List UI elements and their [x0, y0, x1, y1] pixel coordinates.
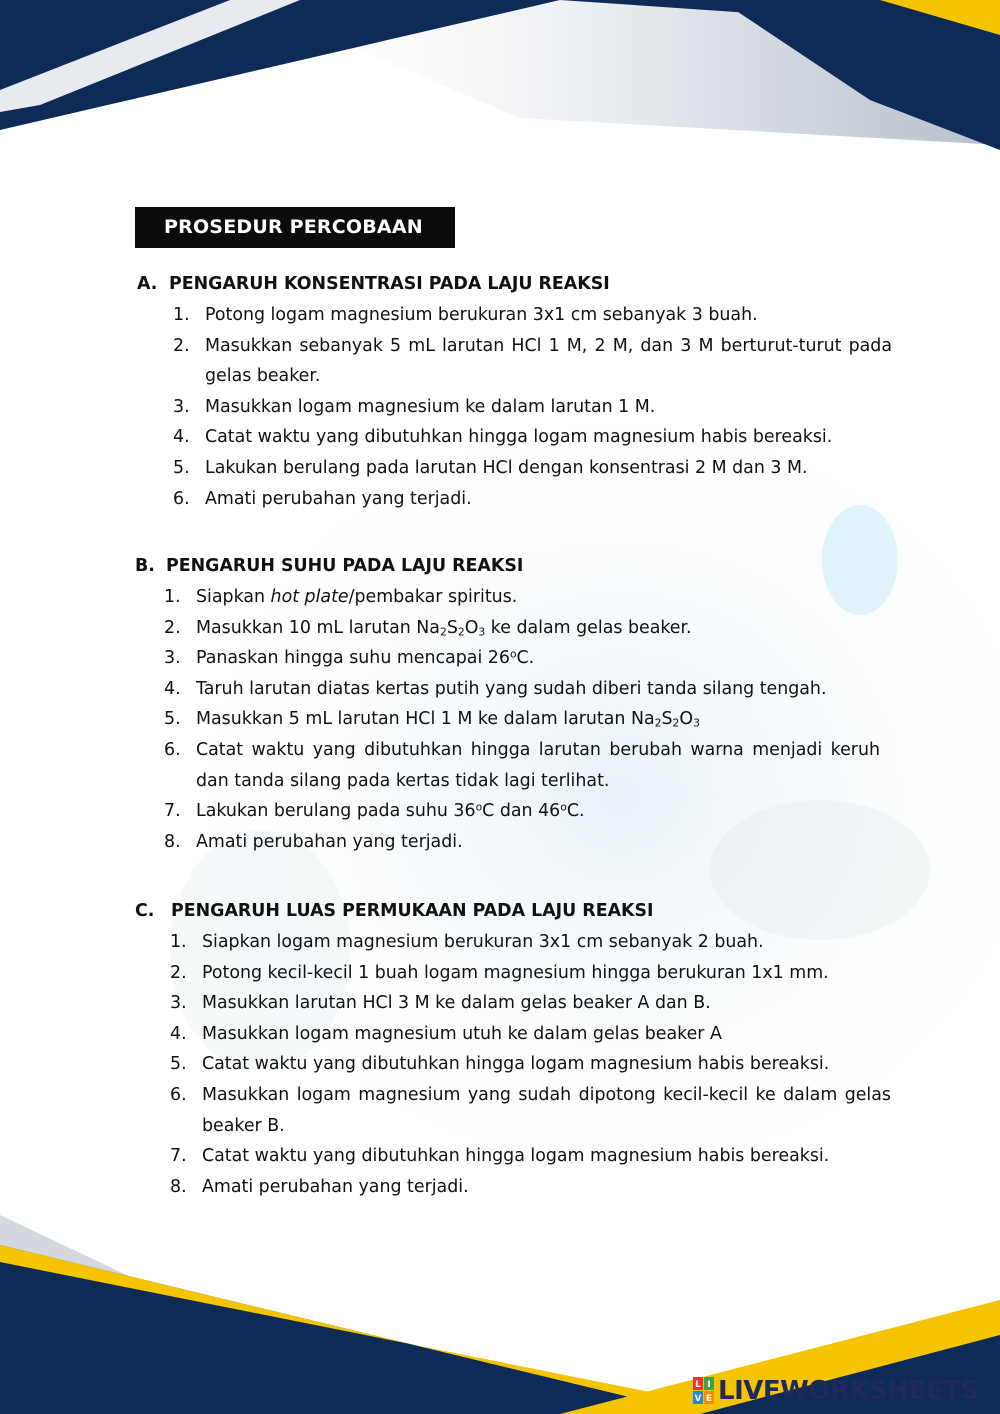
- procedure-step: [173, 453, 892, 484]
- section-letter: B.: [135, 556, 155, 576]
- step-text: [205, 422, 892, 453]
- step-text-segment: Siapkan logam magnesium berukuran 3x1 cm sebanyak 2 buah.: [202, 932, 764, 952]
- step-text-segment: Masukkan 10 mL larutan Na: [196, 617, 440, 638]
- step-text: [196, 613, 880, 644]
- step-number: 1.: [173, 305, 190, 325]
- step-text-segment: O: [464, 617, 479, 638]
- step-number: 3.: [173, 396, 190, 417]
- liveworksheets-logo: [693, 1376, 979, 1406]
- section-letter: A.: [137, 274, 158, 294]
- step-number: 2.: [173, 335, 190, 356]
- step-number: 4.: [170, 1023, 187, 1044]
- mark-letter-l: L: [695, 1380, 701, 1390]
- mark-letter-v: V: [694, 1394, 702, 1404]
- step-text-segment: /pembakar spiritus.: [348, 587, 518, 607]
- procedure-step: [164, 613, 880, 644]
- step-text: [196, 827, 880, 858]
- step-text-segment: Masukkan sebanyak 5 mL larutan HCl 1 M, 2 M, dan 3 M berturut-turut pada gelas beaker.: [205, 335, 892, 387]
- step-number: 2.: [164, 617, 181, 638]
- step-text: [205, 300, 892, 331]
- procedure-step: [164, 735, 880, 796]
- procedure-step: [173, 392, 892, 423]
- procedure-step: [164, 704, 880, 735]
- mark-letter-i: I: [707, 1380, 711, 1390]
- procedure-step: [164, 827, 880, 858]
- step-text-segment: hot plate: [270, 587, 349, 607]
- section-b: [135, 551, 880, 857]
- step-text: [205, 392, 892, 423]
- step-text: [196, 582, 880, 613]
- step-text-segment: o: [560, 800, 567, 814]
- step-text-segment: O: [679, 709, 694, 730]
- step-text-segment: Amati perubahan yang terjadi.: [196, 831, 463, 852]
- step-number: 4.: [173, 427, 190, 448]
- section-title: PENGARUH SUHU PADA LAJU REAKSI: [166, 556, 524, 576]
- section-heading: [135, 896, 891, 927]
- step-text-segment: S: [446, 617, 458, 638]
- step-text-segment: 3: [693, 717, 700, 731]
- step-text: [205, 453, 892, 484]
- step-number: 1.: [164, 587, 181, 607]
- step-text: [202, 988, 891, 1019]
- step-text: [196, 674, 880, 705]
- step-text-segment: Panaskan hingga suhu mencapai 26: [196, 648, 510, 669]
- step-text-segment: S: [661, 709, 673, 730]
- step-text: [205, 484, 892, 515]
- mark-letter-e: E: [705, 1394, 713, 1404]
- section-a: [137, 269, 892, 514]
- step-text: [202, 1141, 891, 1172]
- step-text-segment: C.: [566, 801, 585, 822]
- step-number: 6.: [164, 739, 181, 760]
- step-text-segment: C.: [516, 648, 535, 669]
- step-text: [202, 1049, 891, 1080]
- procedure-step: [173, 422, 892, 453]
- procedure-step: [164, 643, 880, 674]
- step-text-segment: o: [475, 800, 483, 814]
- procedure-step: [170, 1049, 891, 1080]
- procedure-list: [137, 300, 892, 514]
- step-text-segment: Potong kecil-kecil 1 buah logam magnesium hingga berukuran 1x1 mm.: [202, 962, 829, 983]
- procedure-list: [135, 582, 880, 857]
- step-text-segment: ke dalam gelas beaker.: [485, 617, 692, 638]
- step-text-segment: Catat waktu yang dibutuhkan hingga larutan berubah warna menjadi keruh dan tanda silang pada kertas tidak lagi terlihat.: [196, 739, 880, 791]
- section-title: PENGARUH KONSENTRASI PADA LAJU REAKSI: [169, 274, 610, 294]
- step-number: 3.: [164, 648, 181, 669]
- step-text-segment: 2: [672, 717, 680, 731]
- step-text: [205, 331, 892, 392]
- step-text-segment: Masukkan logam magnesium yang sudah dipotong kecil-kecil ke dalam gelas beaker B.: [202, 1084, 891, 1136]
- section-c: [135, 896, 891, 1202]
- step-text-segment: Potong logam magnesium berukuran 3x1 cm sebanyak 3 buah.: [205, 305, 758, 325]
- section-heading: [137, 269, 892, 300]
- step-text-segment: Masukkan 5 mL larutan HCl 1 M ke dalam larutan Na: [196, 709, 655, 730]
- procedure-step: [173, 300, 892, 331]
- step-text-segment: Amati perubahan yang terjadi.: [202, 1176, 469, 1197]
- procedure-step: [164, 796, 880, 827]
- step-number: 5.: [173, 457, 190, 478]
- step-text-segment: 2: [439, 625, 447, 639]
- step-text-segment: Amati perubahan yang terjadi.: [205, 488, 472, 509]
- section-heading: [135, 551, 880, 582]
- step-number: 8.: [164, 831, 181, 852]
- step-text: [202, 927, 891, 958]
- step-number: 4.: [164, 678, 181, 699]
- procedure-step: [170, 1019, 891, 1050]
- step-text-segment: 3: [478, 625, 486, 639]
- step-number: 8.: [170, 1176, 187, 1197]
- step-text-segment: Catat waktu yang dibutuhkan hingga logam magnesium habis bereaksi.: [202, 1054, 830, 1075]
- section-letter: C.: [135, 901, 155, 921]
- step-text: [196, 643, 880, 674]
- step-text: [202, 958, 891, 989]
- step-text-segment: Taruh larutan diatas kertas putih yang sudah diberi tanda silang tengah.: [196, 678, 827, 699]
- procedure-step: [170, 1141, 891, 1172]
- page-title: PROSEDUR PERCOBAAN: [135, 207, 455, 248]
- liveworksheets-wordmark: LIVEWORKSHEETS: [718, 1376, 979, 1406]
- step-text-segment: Lakukan berulang pada suhu 36: [196, 801, 476, 822]
- step-number: 7.: [164, 801, 181, 822]
- step-number: 6.: [173, 488, 190, 509]
- step-number: 1.: [170, 932, 187, 952]
- procedure-step: [170, 958, 891, 989]
- step-text-segment: Masukkan logam magnesium ke dalam larutan 1 M.: [205, 396, 656, 417]
- step-text-segment: Siapkan: [196, 587, 271, 607]
- procedure-step: [170, 988, 891, 1019]
- procedure-step: [170, 927, 891, 958]
- step-text-segment: Masukkan logam magnesium utuh ke dalam gelas beaker A: [202, 1023, 722, 1044]
- procedure-list: [135, 927, 891, 1202]
- procedure-step: [164, 674, 880, 705]
- step-text-segment: Catat waktu yang dibutuhkan hingga logam magnesium habis bereaksi.: [202, 1146, 830, 1167]
- step-text-segment: Catat waktu yang dibutuhkan hingga logam magnesium habis bereaksi.: [205, 427, 833, 448]
- step-text-segment: o: [509, 647, 517, 661]
- step-number: 5.: [164, 709, 181, 730]
- step-number: 7.: [170, 1146, 187, 1167]
- step-number: 5.: [170, 1054, 187, 1075]
- step-text: [196, 704, 880, 735]
- step-text: [202, 1172, 891, 1203]
- liveworksheets-mark-icon: [693, 1377, 715, 1405]
- procedure-step: [164, 582, 880, 613]
- step-number: 2.: [170, 962, 187, 983]
- step-number: 6.: [170, 1084, 187, 1105]
- procedure-step: [173, 484, 892, 515]
- step-text: [202, 1019, 891, 1050]
- procedure-step: [173, 331, 892, 392]
- procedure-step: [170, 1172, 891, 1203]
- section-title: PENGARUH LUAS PERMUKAAN PADA LAJU REAKSI: [171, 901, 654, 921]
- step-text: [196, 796, 880, 827]
- step-text: [196, 735, 880, 796]
- step-text-segment: Masukkan larutan HCl 3 M ke dalam gelas beaker A dan B.: [202, 993, 711, 1014]
- step-text-segment: 2: [457, 625, 465, 639]
- step-text-segment: Lakukan berulang pada larutan HCl dengan konsentrasi 2 M dan 3 M.: [205, 457, 808, 478]
- step-number: 3.: [170, 993, 187, 1014]
- step-text-segment: C dan 46: [482, 801, 561, 822]
- step-text: [202, 1080, 891, 1141]
- procedure-step: [170, 1080, 891, 1141]
- step-text-segment: 2: [654, 717, 662, 731]
